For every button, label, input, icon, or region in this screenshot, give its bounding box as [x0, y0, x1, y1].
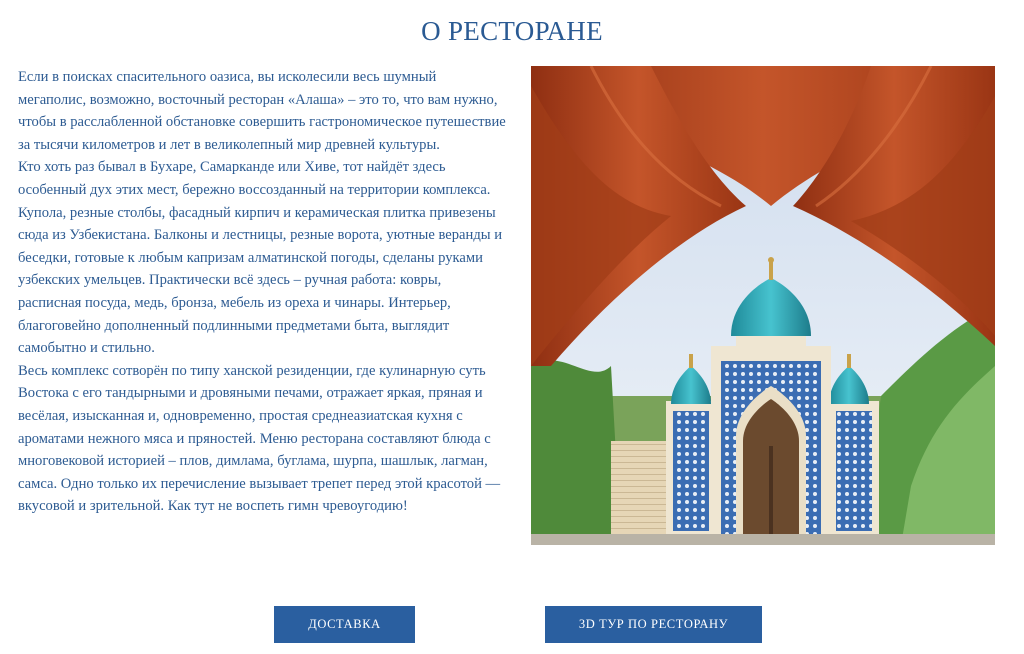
page-title: О РЕСТОРАНЕ [421, 16, 603, 46]
3d-tour-button[interactable]: 3D ТУР ПО РЕСТОРАНУ [545, 606, 762, 643]
delivery-button[interactable]: ДОСТАВКА [274, 606, 415, 643]
about-paragraph-3: Весь комплекс сотворён по типу ханской резиденции, где кулинарную суть Востока с его тандырными и дровяными печами, отражает яркая, пряная и весёлая, изысканная и, одновременно, простая среднеазиатская кухня с ароматами нежного мяса и пряностей. Меню ресторана составляют блюда с многовековой историей – плов, димлама, буглама, шурпа, шашлык, лагман, самса. Одно только их перечисление вызывает трепет перед этой красотой — вкусовой и зрительной. Как тут не воспеть гимн чревоугодию! [18, 362, 501, 515]
about-paragraph-1: Если в поисках спасительного оазиса, вы исколесили весь шумный мегаполис, возможно, восточный ресторан «Алаша» – это то, что вам нужно, чтобы в расслабленной обстановке совершить гастрономическое путешествие за тысячи километров и лет в великолепный мир древней культуры. [18, 69, 506, 153]
restaurant-photo [531, 66, 995, 545]
about-paragraph-2: Кто хоть раз бывал в Бухаре, Самарканде или Хиве, тот найдёт здесь особенный дух этих мест, бережно воссозданный на территории комплекса. Купола, резные столбы, фасадный кирпич и керамическая плитка привезены сюда из Узбекистана. Балконы и лестницы, резные ворота, уютные веранды и беседки, готовые к любым капризам алматинской погоды, сделаны руками узбекских умельцев. Практически всё здесь – ручная работа: ковры, расписная посуда, медь, бронза, мебель из ореха и чинары. Интерьер, благоговейно дополненный подлинными предметами быта, выглядит самобытно и стильно. [18, 159, 503, 357]
about-text [18, 66, 508, 518]
restaurant-photo-illustration [531, 66, 995, 545]
